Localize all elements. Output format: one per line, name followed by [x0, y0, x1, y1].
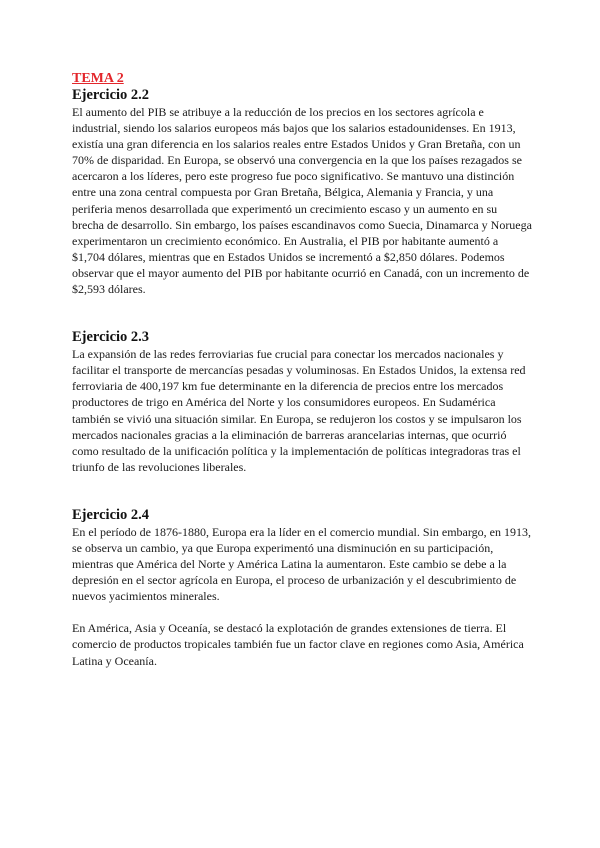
section-ejercicio-2-3 [72, 329, 532, 475]
section-spacer [72, 297, 532, 329]
section-ejercicio-2-2 [72, 87, 532, 297]
section-paragraph: El aumento del PIB se atribuye a la reducción de los precios en los sectores agrícola e industrial, siendo los salarios europeos más bajos que los salarios estadounidenses. En 1913, existía una gran diferencia en los salarios reales entre Estados Unidos y Gran Bretaña, con un 70% de disparidad. En Europa, se observó una convergencia en la que los países rezagados se acercaron a los líderes, pero este progreso fue poco significativo. Se mantuvo una distinción entre una zona central compuesta por Gran Bretaña, Bélgica, Alemania y Francia, y una periferia menos desarrollada que experimentó un crecimiento escaso y un aumento en su brecha de desarrollo. Sin embargo, los países escandinavos como Suecia, Dinamarca y Noruega experimentaron un crecimiento económico. En Australia, el PIB por habitante aumentó a $1,704 dólares, mientras que en Estados Unidos se incrementó a $2,850 dólares. Podemos observar que el mayor aumento del PIB por habitante ocurrió en Canadá, con un incremento de $2,593 dólares. [72, 105, 532, 297]
paragraph-spacer [72, 604, 532, 620]
section-paragraph: La expansión de las redes ferroviarias fue crucial para conectar los mercados nacionales y facilitar el transporte de mercancías pesadas y voluminosas. En Estados Unidos, la extensa red ferroviaria de 400,197 km fue determinante en la diferencia de precios entre los mercados productores de trigo en América del Norte y los consumidores europeos. En Sudamérica también se vivió una situación similar. En Europa, se redujeron los costos y se impulsaron los mercados nacionales gracias a la eliminación de barreras arancelarias internas, que ocurrió como resultado de la unificación política y la implementación de políticas integradoras tras el triunfo de las revoluciones liberales. [72, 347, 526, 474]
section-paragraph: En el período de 1876-1880, Europa era la líder en el comercio mundial. Sin embargo, en 1913, se observa un cambio, ya que Europa experimentó una disminución en su participación, mientras que América del Norte y América Latina la aumentaron. Este cambio se debe a la depresión en el sector agrícola en Europa, el proceso de urbanización y el descubrimiento de nuevos yacimientos minerales. [72, 524, 531, 604]
section-heading: Ejercicio 2.4 [72, 506, 150, 523]
section-heading: Ejercicio 2.3 [72, 329, 150, 346]
section-ejercicio-2-4 [72, 507, 532, 669]
topic-title: TEMA 2 [72, 71, 124, 86]
section-spacer [72, 475, 532, 507]
document-page [72, 70, 532, 669]
section-heading: Ejercicio 2.2 [72, 87, 150, 103]
section-paragraph: En América, Asia y Oceanía, se destacó la explotación de grandes extensiones de tierra. El comercio de productos tropicales también fue un factor clave en regiones como Asia, América Latina y Oceanía. [72, 621, 524, 668]
